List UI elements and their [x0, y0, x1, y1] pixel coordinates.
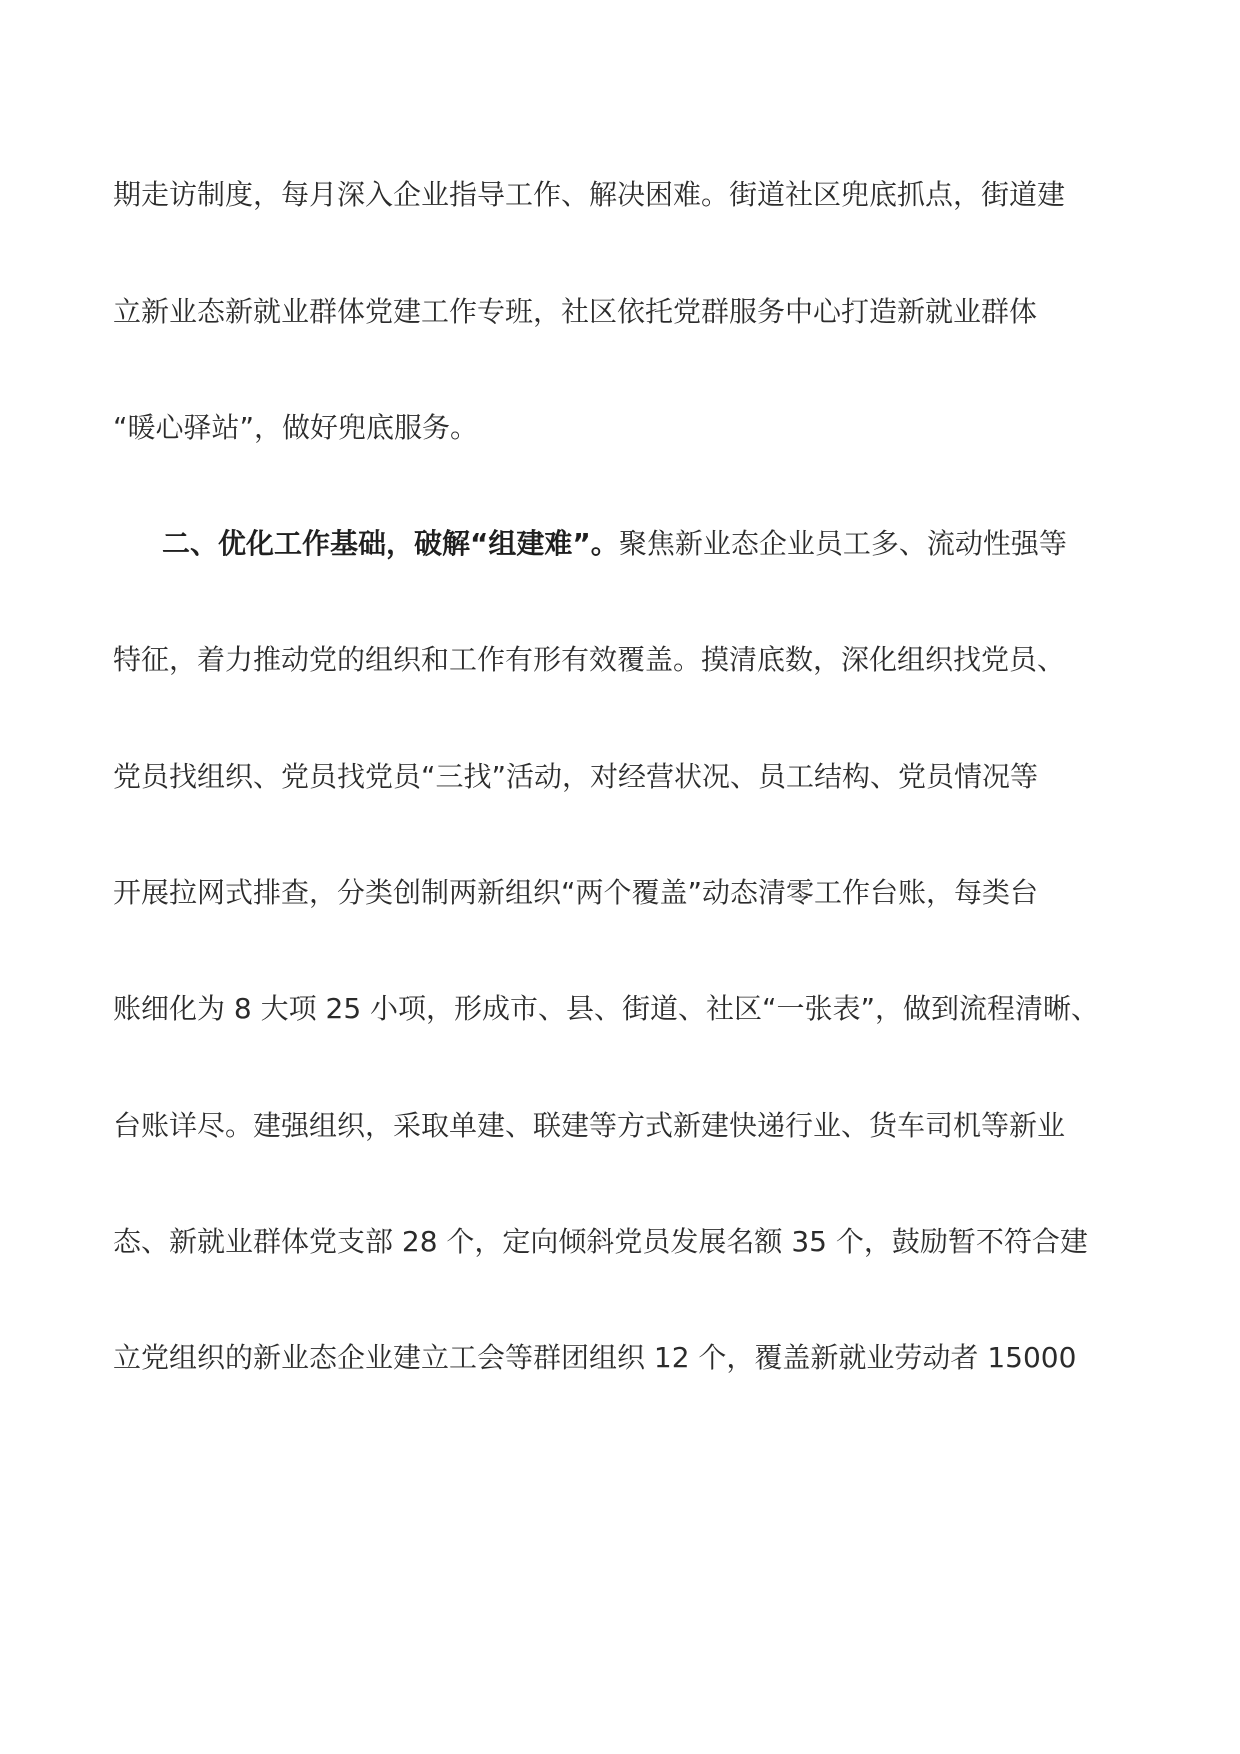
paragraph-line: 立党组织的新业态企业建立工会等群团组织 12 个，覆盖新就业劳动者 15000	[113, 1341, 1077, 1374]
paragraph-line: “暖心驿站”，做好兜底服务。	[113, 411, 479, 444]
section-heading-line	[162, 524, 1067, 564]
paragraph-line: 台账详尽。建强组织，采取单建、联建等方式新建快递行业、货车司机等新业	[113, 1109, 1066, 1142]
section-heading: 二、优化工作基础，破解“组建难”。	[162, 527, 619, 560]
paragraph-line: 特征，着力推动党的组织和工作有形有效覆盖。摸清底数，深化组织找党员、	[113, 643, 1066, 676]
paragraph-line: 账细化为 8 大项 25 小项，形成市、县、街道、社区“一张表”，做到流程清晰、	[113, 992, 1100, 1025]
paragraph-line: 立新业态新就业群体党建工作专班，社区依托党群服务中心打造新就业群体	[113, 295, 1038, 328]
paragraph-line: 态、新就业群体党支部 28 个，定向倾斜党员发展名额 35 个，鼓励暂不符合建	[113, 1225, 1088, 1258]
paragraph-text: 聚焦新业态企业员工多、流动性强等	[618, 527, 1067, 560]
paragraph-line: 期走访制度，每月深入企业指导工作、解决困难。街道社区兜底抓点，街道建	[113, 178, 1066, 211]
paragraph-line: 开展拉网式排查，分类创制两新组织“两个覆盖”动态清零工作台账，每类台	[113, 876, 1039, 909]
paragraph-line: 党员找组织、党员找党员“三找”活动，对经营状况、员工结构、党员情况等	[113, 760, 1039, 793]
